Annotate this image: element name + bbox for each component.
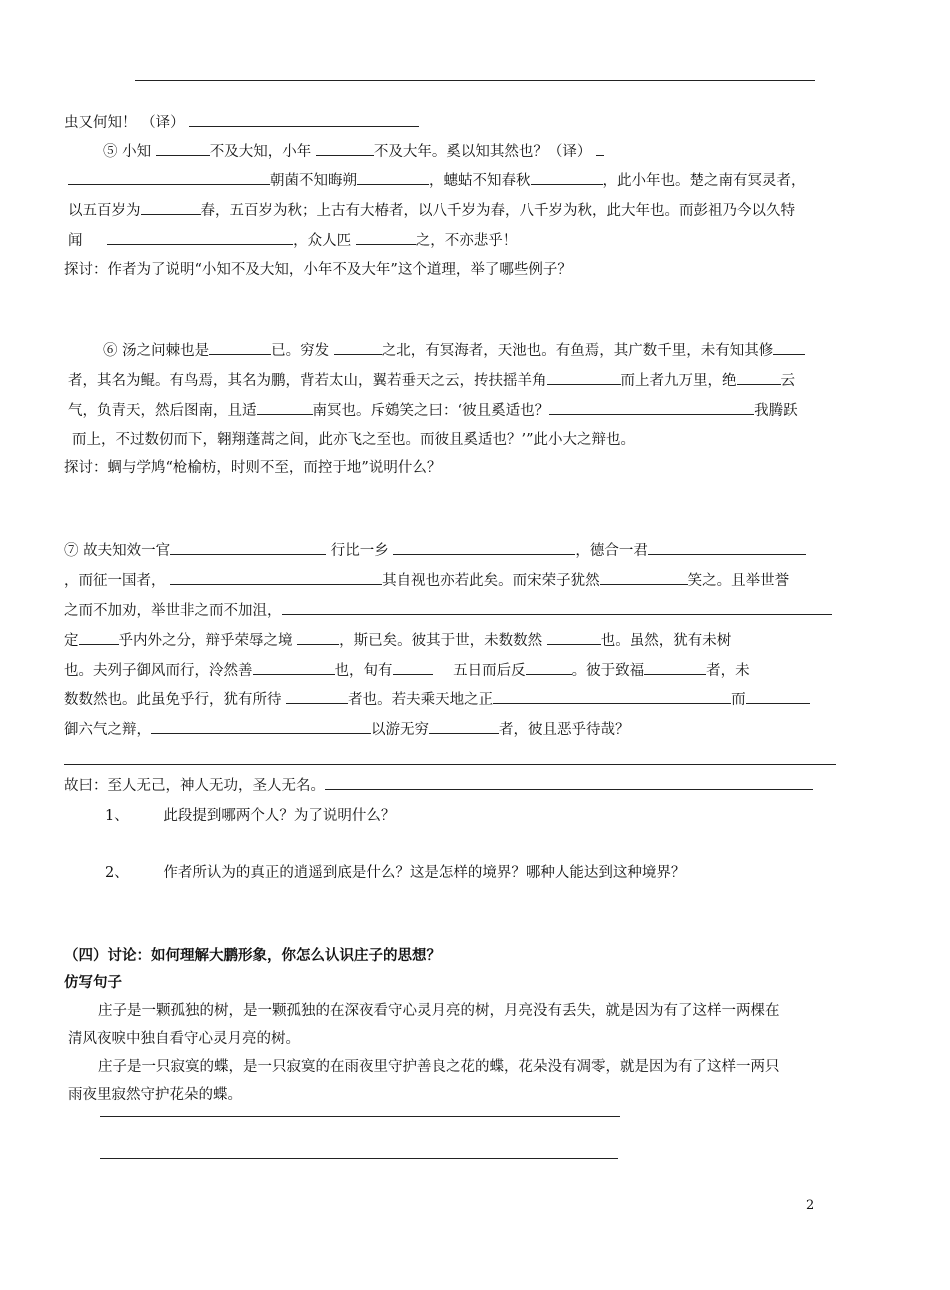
text-line: [103, 141, 604, 162]
subheading: 仿写句子: [64, 975, 122, 991]
text-line: [64, 689, 810, 710]
text: ，斯已矣。彼其于世，未数数然: [339, 633, 543, 649]
blank[interactable]: [325, 775, 813, 790]
blank[interactable]: [393, 660, 433, 675]
discussion-question: 探讨：作者为了说明“小知不及大知，小年不及大年”这个道理，举了哪些例子？: [64, 262, 572, 278]
text: 之而不加劝，举世非之而不加沮，: [64, 603, 282, 619]
text-line: [64, 600, 832, 621]
discussion-question: 探讨：蜩与学鸠“枪榆枋，时则不至，而控于地”说明什么？: [64, 460, 442, 476]
blank[interactable]: [429, 719, 499, 734]
text: 之北，有冥海者，天池也。有鱼焉，其广数千里，未有知其修: [381, 343, 774, 359]
text: 闻: [68, 233, 83, 249]
blank[interactable]: [737, 370, 781, 385]
text: ⑦ 故夫知效一官: [64, 543, 171, 559]
text: 气，负青天，然后图南，且适: [68, 403, 257, 419]
text: 定: [64, 633, 79, 649]
text: 而上者九万里，绝: [620, 373, 737, 389]
text: 云: [780, 373, 795, 389]
blank[interactable]: [393, 540, 575, 555]
blank[interactable]: [334, 340, 382, 355]
text: ，蟪蛄不知春秋: [429, 173, 531, 189]
blank[interactable]: [746, 689, 810, 704]
text: 者，彼且恶乎待哉？: [499, 722, 630, 738]
text-line: [68, 230, 517, 251]
text: ，众人匹: [293, 233, 352, 249]
blank[interactable]: [644, 660, 706, 675]
question-number: 1、: [105, 808, 129, 824]
blank[interactable]: [600, 570, 688, 585]
text-line: 庄子是一颗孤独的树，是一颗孤独的在深夜看守心灵月亮的树，月亮没有丢失，就是因为有了这样一两棵在: [98, 1003, 780, 1019]
header-rule: [135, 80, 815, 81]
text: 虫又何知！ （译）: [64, 115, 185, 131]
blank[interactable]: [79, 630, 119, 645]
blank[interactable]: [282, 600, 832, 615]
question-number: 2、: [105, 865, 129, 881]
text: 不及大知，小年: [209, 144, 312, 160]
blank[interactable]: [547, 630, 601, 645]
blank[interactable]: [141, 200, 201, 215]
text: ⑤ 小知: [103, 144, 152, 160]
blank[interactable]: [526, 660, 572, 675]
text: 之，不亦悲乎！: [415, 233, 518, 249]
blank[interactable]: [156, 141, 210, 156]
text-line: [64, 540, 806, 561]
blank[interactable]: [648, 540, 806, 555]
text: 数数然也。此虽免乎行，犹有所待: [64, 692, 282, 708]
blank[interactable]: [107, 230, 293, 245]
text: 我腾跃: [754, 403, 798, 419]
text: 以五百岁为: [68, 203, 141, 219]
text: 行比一乡: [330, 543, 389, 559]
text-line: 庄子是一只寂寞的蝶，是一只寂寞的在雨夜里守护善良之花的蝶，花朵没有凋零，就是因为有了这样一两只: [98, 1059, 780, 1075]
question-item: [105, 806, 395, 826]
text: 。彼于致福: [571, 663, 645, 679]
text-line: [64, 570, 789, 591]
answer-line[interactable]: [100, 1116, 620, 1117]
text-line: [64, 719, 630, 740]
blank[interactable]: [170, 540, 326, 555]
text: 五日而后反: [453, 663, 526, 679]
blank[interactable]: [773, 340, 805, 355]
text-line: [64, 630, 731, 651]
blank[interactable]: [596, 141, 604, 156]
text: 故曰：至人无己，神人无功，圣人无名。: [64, 778, 325, 794]
text-line: 雨夜里寂然守护花朵的蝶。: [68, 1087, 242, 1103]
question-item: [105, 863, 685, 883]
blank[interactable]: [68, 170, 270, 185]
text: 者，未: [706, 663, 750, 679]
text: 春，五百岁为秋；上古有大椿者，以八千岁为春，八千岁为秋，此大年也。而彭祖乃今以久特: [200, 203, 795, 219]
answer-line[interactable]: [100, 1158, 618, 1159]
blank[interactable]: [257, 400, 313, 415]
section-heading: （四）讨论：如何理解大鹏形象，你怎么认识庄子的思想？: [64, 948, 441, 964]
blank[interactable]: [189, 112, 419, 127]
blank[interactable]: [170, 570, 382, 585]
text-line: [103, 340, 805, 361]
text: 其自视也亦若此矣。而宋荣子犹然: [382, 573, 600, 589]
text-line: [68, 200, 795, 221]
text-line: [64, 660, 750, 681]
question-text: 此段提到哪两个人？为了说明什么？: [163, 808, 396, 824]
text: 御六气之辩，: [64, 722, 151, 738]
text: 者，其名为鲲。有鸟焉，其名为鹏，背若太山，翼若垂天之云，抟扶摇羊角: [68, 373, 547, 389]
text: ⑥ 汤之问棘也是: [103, 343, 210, 359]
text: ，而征一国者，: [64, 573, 166, 589]
text-line: [68, 400, 798, 421]
question-text: 作者所认为的真正的逍遥到底是什么？这是怎样的境界？哪种人能达到这种境界？: [163, 865, 686, 881]
text: ，德合一君: [575, 543, 648, 559]
blank[interactable]: [151, 719, 371, 734]
text: 而: [731, 692, 746, 708]
text: 朝菌不知晦朔: [270, 173, 357, 189]
text: 也。夫列子御风而行，泠然善: [64, 663, 253, 679]
answer-line[interactable]: [64, 764, 836, 765]
blank[interactable]: [286, 689, 348, 704]
blank[interactable]: [209, 340, 271, 355]
blank[interactable]: [297, 630, 339, 645]
blank[interactable]: [531, 170, 603, 185]
text: 笑之。且举世誉: [687, 573, 790, 589]
text: 不及大年。奚以知其然也？（译）: [373, 144, 592, 160]
blank[interactable]: [356, 230, 416, 245]
text-line: [64, 775, 813, 796]
blank[interactable]: [316, 141, 374, 156]
blank[interactable]: [493, 689, 731, 704]
text: 乎内外之分，辩乎荣辱之境: [118, 633, 293, 649]
text-line: [68, 370, 795, 391]
text: 也，旬有: [334, 663, 393, 679]
text: 已。穷发: [271, 343, 330, 359]
text: 者也。若夫乘天地之正: [348, 692, 494, 708]
blank[interactable]: [549, 400, 754, 415]
text-line: [68, 170, 806, 191]
text: 南冥也。斥鴳笑之曰：‘彼且奚适也？: [312, 403, 550, 419]
blank[interactable]: [357, 170, 429, 185]
text: ，此小年也。楚之南有冥灵者，: [602, 173, 806, 189]
blank[interactable]: [547, 370, 621, 385]
text: 也。虽然，犹有未树: [600, 633, 732, 649]
text-line: 而上，不过数仞而下，翱翔蓬蒿之间，此亦飞之至也。而彼且奚适也？’”此小大之辩也。: [72, 432, 636, 448]
page-number: 2: [806, 1198, 815, 1213]
text-line: 清风夜唳中独自看守心灵月亮的树。: [68, 1031, 300, 1047]
text-line: [64, 112, 419, 133]
blank[interactable]: [253, 660, 335, 675]
text: 以游无穷: [371, 722, 429, 738]
